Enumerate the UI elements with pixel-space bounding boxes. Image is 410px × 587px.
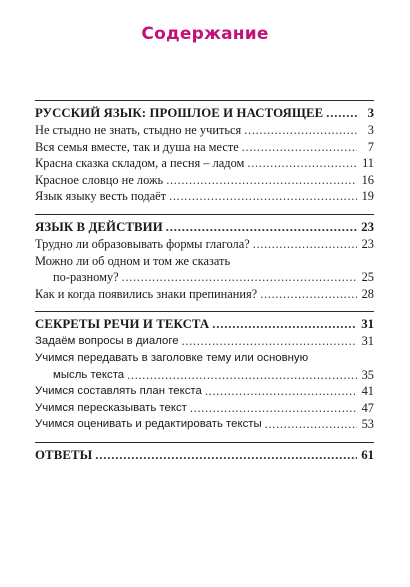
dot-leader [166,218,357,236]
toc-section-1 [35,100,374,205]
toc-entry-label: Трудно ли образовывать формы глагола? [35,236,250,251]
toc-page-number: 23 [361,236,374,251]
toc-entry-label: Учимся составлять план текста [35,385,202,398]
dot-leader [166,172,357,189]
toc-entry-label: Как и когда появились знаки препинания? [35,286,258,301]
toc-entry-label-line1: Учимся передавать в заголовке тему или основную [35,351,309,364]
dot-leader [326,104,357,122]
toc-entry-multiline[interactable] [35,253,374,286]
toc-entry [35,367,374,384]
toc-entry[interactable] [35,416,374,433]
toc-entry[interactable] [35,139,374,156]
toc-page-number: 53 [361,417,374,432]
toc-entry-label: Не стыдно не знать, стыдно не учиться [35,123,242,137]
toc-entry-label: Красна сказка складом, а песня – ладом [35,156,245,171]
toc-page-number: 19 [361,189,374,204]
toc-page-number: 7 [367,139,374,154]
toc-entry-label: Красное словцо не ложь [35,172,164,187]
toc-entry[interactable] [35,333,374,350]
toc-page-number: 61 [361,447,374,462]
toc-section-3 [35,311,374,433]
toc-page-number: 23 [361,219,374,234]
toc-section-4 [35,442,374,464]
toc-heading-label: СЕКРЕТЫ РЕЧИ И ТЕКСТА [35,317,210,332]
toc-section-2 [35,214,374,302]
dot-leader [260,286,357,303]
table-of-contents [35,100,374,464]
toc-page-number: 11 [362,156,374,171]
toc-page-number: 28 [361,286,374,301]
toc-entry-label: Язык языку весть подаёт [35,189,167,204]
dot-leader [212,315,357,333]
toc-page-number: 35 [361,367,374,382]
dot-leader [182,333,357,350]
toc-entry[interactable] [35,122,374,139]
dot-leader [242,139,357,156]
toc-entry-label: по-разному? [53,270,119,285]
toc-page-number: 31 [361,334,374,349]
toc-page-number: 16 [361,172,374,187]
toc-heading-label: РУССКИЙ ЯЗЫК: ПРОШЛОЕ И НАСТОЯЩЕЕ [35,106,324,120]
page-title: Содержание [141,24,269,44]
dot-leader [169,188,357,205]
toc-entry[interactable] [35,155,374,172]
toc-page-number: 31 [361,317,374,332]
toc-entry-multiline[interactable] [35,350,374,383]
toc-entry[interactable] [35,383,374,400]
toc-entry[interactable] [35,188,374,205]
toc-section-heading[interactable] [35,315,374,333]
dot-leader [247,155,357,172]
toc-page-number: 47 [361,400,374,415]
dot-leader [190,400,357,417]
dot-leader [244,122,357,139]
toc-entry-label: Учимся пересказывать текст [35,401,187,414]
dot-leader [265,416,357,433]
toc-page-number: 25 [361,270,374,285]
toc-entry[interactable] [35,172,374,189]
toc-entry [35,269,374,286]
toc-entry-label: мысль текста [53,368,125,381]
toc-page-number: 41 [361,384,374,399]
toc-entry[interactable] [35,236,374,253]
toc-entry-label-line1: Можно ли об одном и том же сказать [35,253,231,268]
toc-entry-label: Вся семья вместе, так и душа на месте [35,139,239,154]
toc-section-heading[interactable] [35,104,374,122]
dot-leader [95,446,357,464]
toc-heading-label: ЯЗЫК В ДЕЙСТВИИ [35,219,163,234]
toc-page-number: 3 [367,106,374,120]
toc-entry-label: Задаём вопросы в диалоге [35,335,179,348]
dot-leader [205,383,357,400]
toc-entry[interactable] [35,400,374,417]
toc-page-number: 3 [367,123,374,137]
toc-section-heading[interactable] [35,446,374,464]
dot-leader [127,367,357,384]
toc-heading-label: ОТВЕТЫ [35,447,93,462]
toc-entry[interactable] [35,286,374,303]
toc-entry-label: Учимся оценивать и редактировать тексты [35,418,262,431]
dot-leader [122,269,357,286]
toc-section-heading[interactable] [35,218,374,236]
dot-leader [253,236,357,253]
